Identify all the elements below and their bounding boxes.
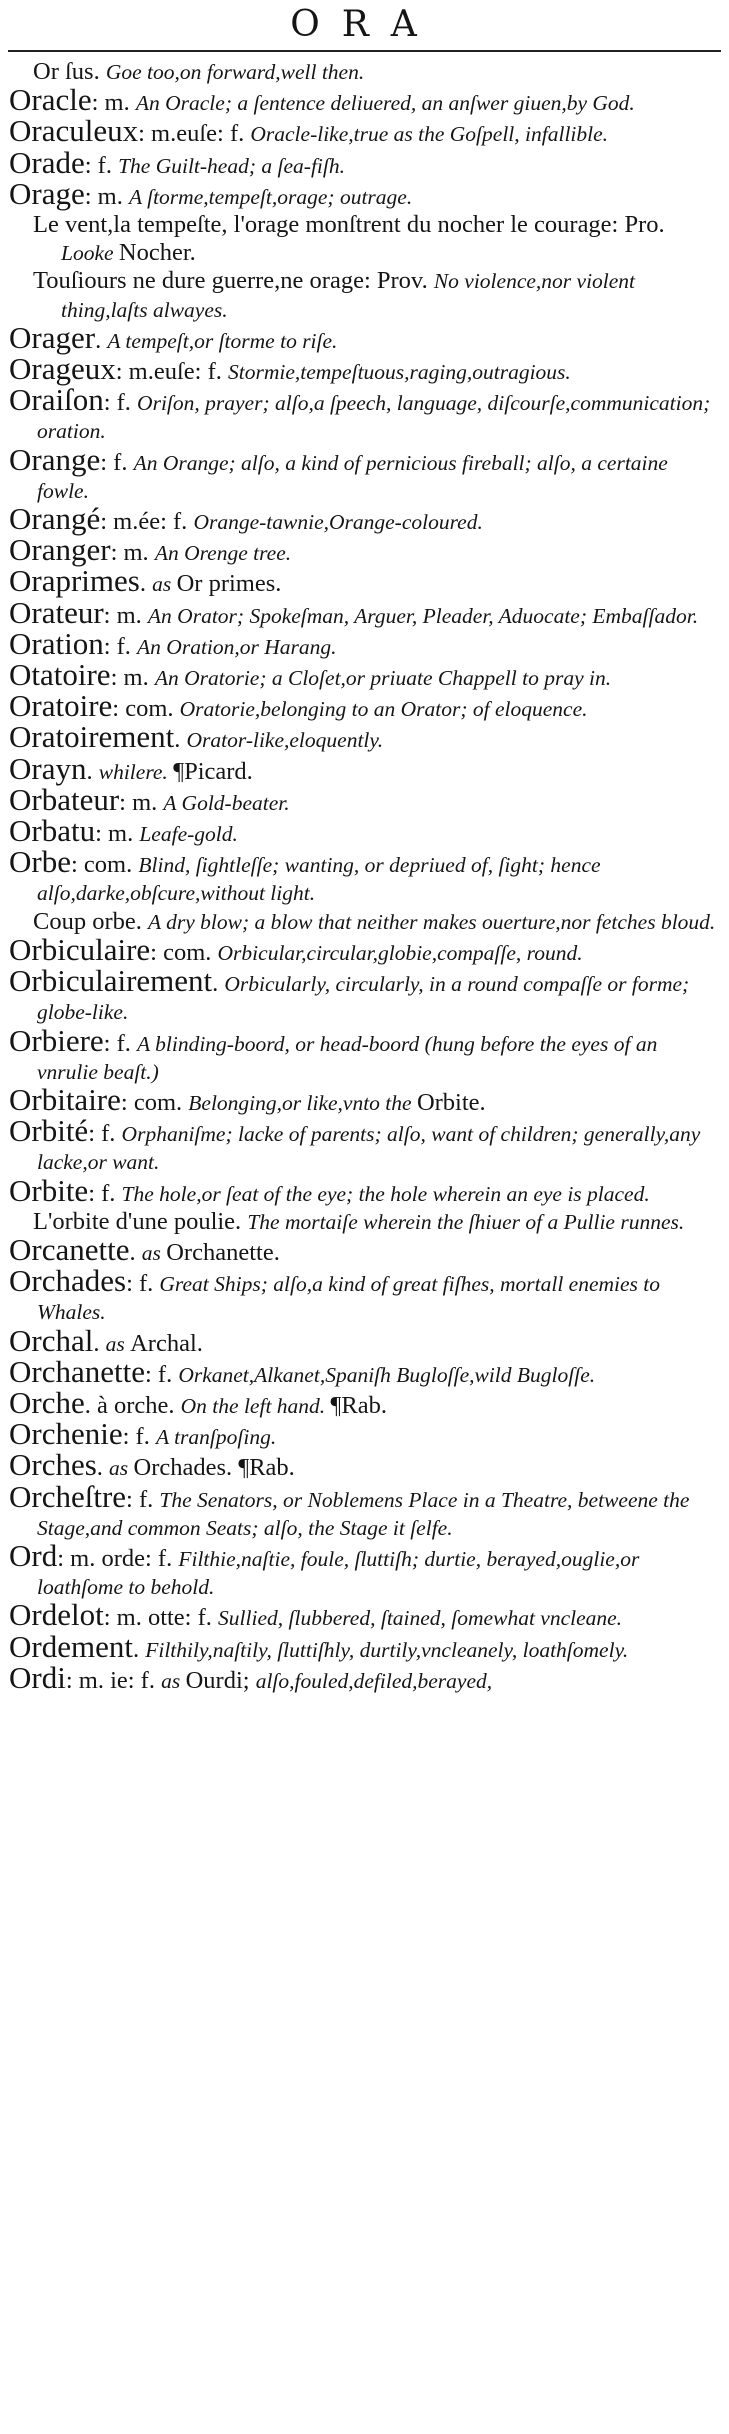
headword: Orbe — [9, 844, 71, 880]
gloss-italic: Oriſon, prayer; alſo,a ſpeech, language, diſcourſe,communication; oration. — [37, 391, 711, 444]
text-roman: Touſiours ne dure guerre,ne orage: Prov. — [33, 267, 434, 295]
gloss-italic: Orkanet,Alkanet,Spaniſh Bugloſſe,wild Bugloſſe. — [178, 1362, 596, 1387]
headword: Orbiculairement — [9, 963, 213, 999]
headword: Orchanette — [9, 1353, 145, 1389]
entry-list — [9, 58, 721, 1695]
dictionary-entry — [9, 1537, 721, 1601]
gloss-italic: as — [105, 1331, 131, 1356]
gloss-italic: An Orange; alſo, a kind of pernicious fireball; alſo, a certaine fowle. — [37, 450, 668, 503]
text-roman: Orbite. — [416, 1088, 486, 1116]
pilcrow: ¶ — [238, 1455, 250, 1482]
gloss-italic: as — [152, 572, 177, 597]
text-roman: . — [129, 1238, 142, 1266]
dictionary-entry — [9, 501, 721, 537]
headword: Orbite — [9, 1172, 89, 1208]
sub-entry — [9, 211, 721, 267]
headword: Orbatu — [9, 813, 96, 849]
headword: Oraprimes — [9, 563, 140, 599]
dictionary-entry — [9, 1628, 721, 1664]
gloss-italic: Orbicular,circular,globie,compaſſe, round. — [217, 940, 583, 965]
headword: Oracle — [9, 82, 92, 118]
headword: Orchades — [9, 1263, 127, 1299]
gloss-italic: No violence,nor violent thing,laſts alwayes. — [61, 269, 636, 322]
gloss-italic: An Orenge tree. — [154, 541, 292, 566]
text-roman: : m.ée: f. — [100, 508, 194, 536]
text-roman: : com. — [120, 1088, 189, 1116]
gloss-italic: Goe too,on forward,well then. — [105, 60, 365, 84]
gloss-italic: An Oracle; a ſentence deliuered, an anſwer giuen,by God. — [135, 91, 635, 116]
text-roman: Archal. — [130, 1329, 203, 1357]
dictionary-entry — [9, 441, 721, 505]
dictionary-entry — [9, 594, 721, 630]
dictionary-entry — [9, 781, 721, 817]
headword: Otatoire — [9, 657, 111, 693]
dictionary-entry — [9, 382, 721, 445]
text-roman: : f. — [144, 1360, 179, 1388]
headword: Oratoire — [9, 688, 113, 724]
dictionary-entry — [9, 844, 721, 907]
text-roman: L'orbite d'une poulie. — [33, 1207, 248, 1235]
dictionary-entry — [9, 963, 721, 1026]
dictionary-entry — [9, 1113, 721, 1176]
dictionary-entry — [9, 1172, 721, 1208]
text-roman: : m. otte: f. — [103, 1604, 219, 1632]
gloss-italic: An Oratorie; a Cloſet,or priuate Chappell to pray in. — [154, 666, 612, 691]
gloss-italic: Orbicularly, circularly, in a round compaſſe or forme; globe-like. — [37, 972, 690, 1025]
text-roman: . — [139, 570, 153, 598]
gloss-italic: Looke — [61, 241, 119, 266]
text-roman: . — [212, 970, 225, 998]
gloss-italic: Orphaniſme; lacke of parents; alſo, want of children; generally,any lacke,or want. — [37, 1122, 701, 1175]
gloss-italic: The Senators, or Noblemens Place in a Theatre, betweene the Stage,and common Seats; alſo, the Stage it ſelfe. — [37, 1487, 690, 1540]
pilcrow: ¶ — [173, 758, 185, 785]
headword: Orbateur — [9, 781, 120, 817]
pilcrow: ¶ — [330, 1392, 342, 1419]
headword: Orchal — [9, 1322, 94, 1358]
text-roman: . — [93, 1329, 106, 1357]
text-roman: . — [96, 1454, 110, 1482]
text-roman: Rab. — [341, 1391, 388, 1419]
headword: Orayn — [9, 750, 87, 786]
gloss-italic: Great Ships; alſo,a kind of great fiſhes, mortall enemies to Whales. — [37, 1272, 661, 1325]
gloss-italic: An Oration,or Harang. — [137, 634, 337, 659]
text-roman: Picard. — [184, 757, 253, 785]
headword: Ordi — [9, 1659, 66, 1695]
text-roman: : m. ie: f. — [65, 1666, 162, 1694]
headword: Orade — [9, 144, 85, 180]
gloss-italic: as — [141, 1240, 167, 1265]
gloss-italic: as — [161, 1668, 186, 1693]
text-roman: Orchades. — [133, 1454, 239, 1482]
text-roman: : f. — [126, 1270, 160, 1298]
text-roman: . — [95, 326, 108, 354]
running-head: ORA — [290, 4, 439, 45]
headword: Oratoirement — [9, 719, 175, 755]
text-roman: : m. — [84, 182, 129, 210]
text-roman: : m. orde: f. — [57, 1544, 179, 1572]
text-roman: : f. — [103, 632, 138, 660]
gloss-italic: A blinding-boord, or head-boord (hung before the eyes of an vnrulie beaſt.) — [37, 1031, 658, 1084]
text-roman: Nocher. — [118, 239, 196, 267]
text-roman: : f. — [103, 389, 138, 417]
headword: Orangé — [9, 501, 101, 537]
dictionary-entry — [9, 113, 721, 149]
text-roman: Or primes. — [176, 570, 282, 598]
text-roman: : com. — [150, 938, 218, 966]
headword: Orcanette — [9, 1231, 130, 1267]
dictionary-entry — [9, 175, 721, 211]
dictionary-entry — [9, 625, 721, 661]
dictionary-entry — [9, 1416, 721, 1452]
header-rule — [8, 50, 721, 52]
gloss-italic: as — [109, 1456, 134, 1481]
text-roman: : m. — [110, 539, 155, 567]
gloss-italic: Stormie,tempeſtuous,raging,outragious. — [228, 360, 571, 385]
text-roman: : m.euſe: f. — [115, 358, 228, 386]
gloss-italic: Belonging,or like,vnto the — [188, 1090, 417, 1115]
gloss-italic: A tranſpoſing. — [155, 1425, 277, 1450]
text-roman: Coup orbe. — [33, 907, 148, 935]
text-roman: : f. — [88, 1120, 122, 1148]
headword: Orager — [9, 319, 96, 355]
text-roman: : com. — [112, 695, 180, 723]
gloss-italic: Oratorie,belonging to an Orator; of eloquence. — [179, 697, 588, 722]
headword: Ord — [9, 1537, 58, 1573]
gloss-italic: The Guilt-head; a ſea-fiſh. — [118, 153, 345, 178]
text-roman: Le vent,la tempeſte, l'orage monſtrent du nocher le courage: Pro. — [33, 211, 665, 239]
dictionary-entry — [9, 1478, 721, 1542]
text-roman: : f. — [84, 151, 119, 179]
text-roman: : f. — [103, 1029, 138, 1057]
text-roman: : m.euſe: f. — [138, 120, 251, 148]
gloss-italic: Blind, ſightleſſe; wanting, or depriued of, ſight; hence alſo,darke,obſcure,without light. — [37, 853, 601, 906]
headword: Oration — [9, 625, 104, 661]
gloss-italic: The mortaiſe wherein the ſhiuer of a Pullie runnes. — [247, 1209, 685, 1234]
text-roman: : m. — [95, 820, 140, 848]
dictionary-entry — [9, 351, 721, 387]
headword: Orcheſtre — [9, 1478, 127, 1514]
headword: Orbitaire — [9, 1081, 121, 1117]
gloss-italic: Filthie,naſtie, foule, ſluttiſh; durtie, berayed,ouglie,or loathſome to behold. — [37, 1546, 640, 1600]
headword: Orageux — [9, 351, 116, 387]
gloss-italic: A Gold-beater. — [163, 790, 290, 815]
headword: Orches — [9, 1447, 97, 1483]
text-roman: : f. — [126, 1485, 160, 1513]
headword: Ordement — [9, 1628, 133, 1664]
gloss-italic: Sullied, ſlubbered, ſtained, ſomewhat vncleane. — [218, 1606, 623, 1631]
gloss-italic: Filthily,naſtily, ſluttiſhly, durtily,vncleanely, loathſomely. — [145, 1637, 629, 1662]
gloss-italic: A tempeſt,or ſtorme to riſe. — [107, 328, 338, 353]
headword: Oraiſon — [9, 382, 104, 418]
sub-entry — [9, 267, 721, 323]
gloss-italic: Oracle-like,true as the Goſpell, infallible. — [250, 122, 609, 147]
gloss-italic: alſo,fouled,defiled,berayed, — [255, 1668, 493, 1693]
gloss-italic: On the left hand. — [180, 1393, 331, 1418]
text-roman: : m. — [103, 601, 148, 629]
dictionary-entry — [9, 719, 721, 755]
dictionary-entry — [9, 657, 721, 693]
headword: Orbiculaire — [9, 931, 151, 967]
headword: Orbité — [9, 1113, 89, 1149]
dictionary-entry — [9, 1022, 721, 1086]
dictionary-entry — [9, 144, 721, 180]
headword: Orage — [9, 175, 85, 211]
dictionary-entry — [9, 1353, 721, 1389]
gloss-italic: Orange-tawnie,Orange-coloured. — [193, 510, 483, 535]
sub-entry — [9, 58, 721, 86]
dictionary-entry — [9, 563, 721, 599]
gloss-italic: whilere. — [98, 759, 174, 784]
dictionary-entry — [9, 1263, 721, 1326]
headword: Orange — [9, 441, 101, 477]
gloss-italic: A dry blow; a blow that neither makes ouerture,nor fetches bloud. — [148, 909, 716, 934]
gloss-italic: The hole,or ſeat of the eye; the hole wherein an eye is placed. — [121, 1181, 650, 1206]
headword: Orateur — [9, 594, 104, 630]
dictionary-entry — [9, 1659, 721, 1695]
text-roman: . à orche. — [84, 1391, 181, 1419]
headword: Oranger — [9, 532, 111, 568]
text-roman: : m. — [119, 788, 164, 816]
gloss-italic: An Orator; Spokeſman, Arguer, Pleader, Aduocate; Embaſſador. — [147, 603, 699, 628]
text-roman: : f. — [100, 448, 134, 476]
text-roman: Or ſus. — [33, 58, 106, 85]
text-roman: Ourdi; — [185, 1666, 256, 1694]
dictionary-entry — [9, 813, 721, 849]
headword: Orche — [9, 1384, 85, 1420]
headword: Orbiere — [9, 1022, 104, 1058]
text-roman: Orchanette. — [166, 1238, 280, 1266]
text-roman: : f. — [122, 1423, 156, 1451]
text-roman: : m. — [110, 664, 155, 692]
gloss-italic: A ſtorme,tempeſt,orage; outrage. — [128, 184, 413, 209]
text-roman: . — [174, 726, 187, 754]
text-roman: Rab. — [249, 1454, 295, 1482]
headword: Oraculeux — [9, 113, 139, 149]
text-roman: . — [132, 1635, 146, 1663]
text-roman: : com. — [70, 851, 139, 879]
gloss-italic: Leafe-gold. — [139, 822, 238, 847]
headword: Orchenie — [9, 1416, 123, 1452]
dictionary-entry — [9, 1081, 721, 1117]
text-roman: : f. — [88, 1179, 122, 1207]
gloss-italic: Orator-like,eloquently. — [186, 728, 384, 753]
text-roman: : m. — [91, 89, 136, 117]
text-roman: . — [86, 757, 99, 785]
headword: Ordelot — [9, 1597, 104, 1633]
